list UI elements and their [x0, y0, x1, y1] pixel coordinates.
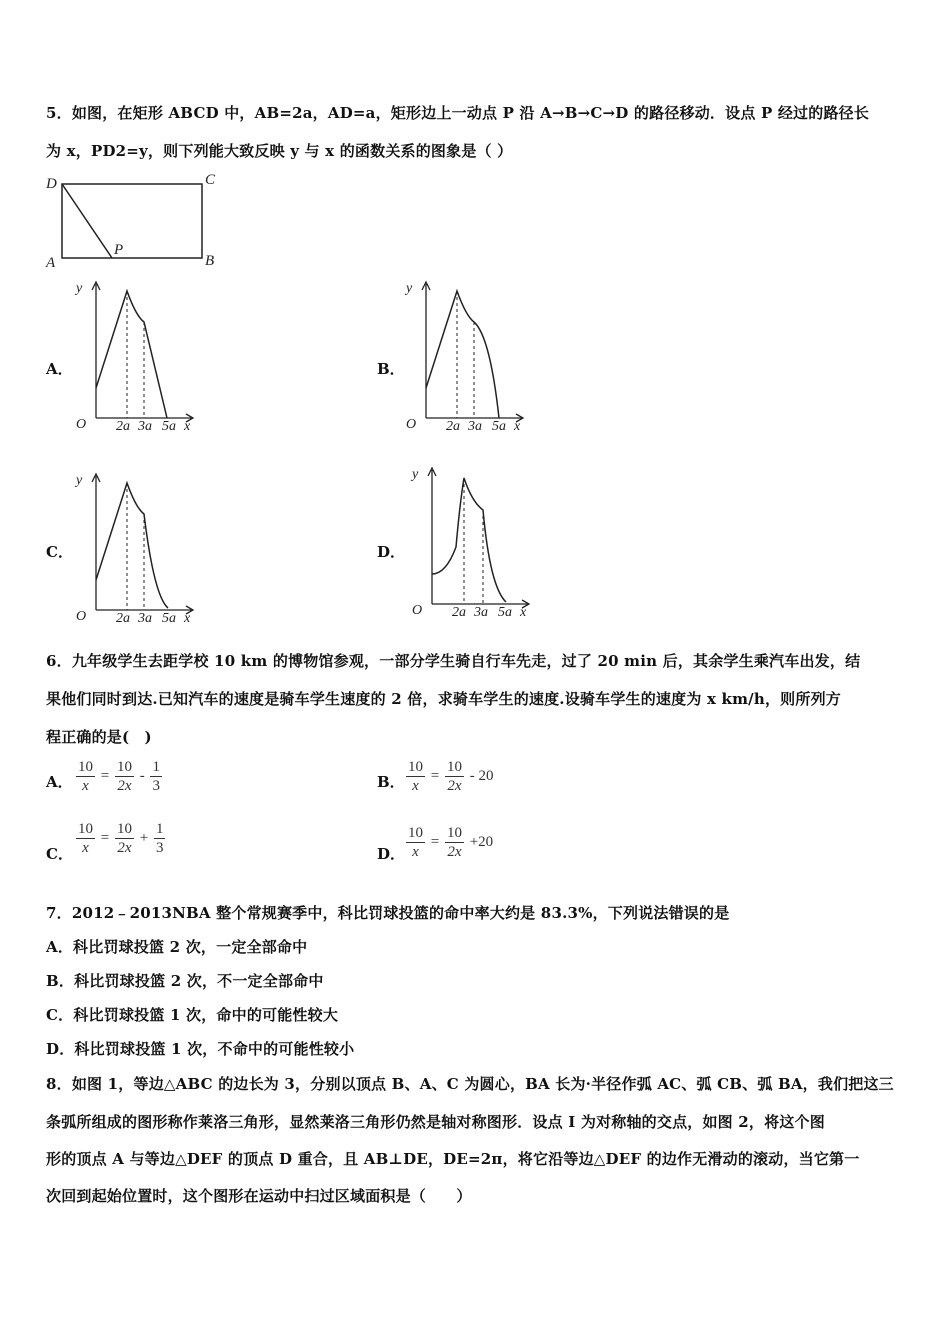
q6-c-op: + [139, 830, 149, 846]
q6-a-d2: 2x [117, 778, 132, 794]
graph-c-y: y [76, 473, 83, 488]
q6-option-b-equation [406, 758, 495, 795]
q6-stem-line2: 果他们同时到达.已知汽车的速度是骑车学生速度的 2 倍，求骑车学生的速度.设骑车学生的速度为 x km/h，则所列方 [46, 690, 841, 708]
q5-stem-line1: 5．如图，在矩形 ABCD 中，AB=2a，AD=a，矩形边上一动点 P 沿 A→B→C→D 的路径移动．设点 P 经过的路径长 [46, 104, 870, 122]
q6-d-d1: x [412, 844, 419, 860]
q7-option-a: A．科比罚球投篮 2 次，一定全部命中 [46, 938, 308, 956]
q5-graph-b [400, 276, 530, 436]
graph-c-x: x [184, 611, 191, 626]
rect-label-a: A [46, 255, 56, 271]
q6-c-d2: 2x [117, 840, 132, 856]
q6-a-n1: 10 [78, 759, 93, 775]
rect-label-p: P [114, 242, 124, 258]
q5-graph-d [406, 462, 536, 622]
q6-c-n1: 10 [78, 821, 93, 837]
graph-b-y: y [406, 281, 413, 296]
q6-stem-line1: 6．九年级学生去距学校 10 km 的博物馆参观，一部分学生骑自行车先走，过了 20 min 后，其余学生乘汽车出发，结 [46, 652, 861, 670]
graph-a-t3: 5a [162, 419, 176, 434]
q6-b-eq: = [430, 768, 440, 784]
q6-b-op: - 20 [469, 768, 494, 784]
q6-a-d3: 3 [152, 778, 160, 794]
graph-b-t2: 3a [468, 419, 482, 434]
q5-option-c-label: C． [46, 543, 73, 561]
graph-a-o: O [76, 417, 87, 432]
graph-c-t3: 5a [162, 611, 176, 626]
q6-b-n1: 10 [408, 759, 423, 775]
q5-graph-a [70, 276, 200, 436]
q6-option-d-equation [406, 824, 495, 861]
graph-c-t1: 2a [116, 611, 130, 626]
graph-d-o: O [412, 603, 423, 618]
graph-a-y: y [76, 281, 83, 296]
q6-stem-line3: 程正确的是( ) [46, 728, 152, 746]
q7-option-d: D．科比罚球投篮 1 次，不命中的可能性较小 [46, 1040, 355, 1058]
rect-label-c: C [205, 172, 216, 188]
q5-stem-line2: 为 x，PD2=y，则下列能大致反映 y 与 x 的函数关系的图象是（ ） [46, 142, 513, 160]
q8-stem-line3: 形的顶点 A 与等边△DEF 的顶点 D 重合，且 AB⊥DE，DE=2π，将它沿等边△DEF 的边作无滑动的滚动，当它第一 [46, 1150, 860, 1168]
q6-c-d3: 3 [155, 840, 164, 856]
graph-b-t1: 2a [446, 419, 460, 434]
graph-d-y: y [412, 467, 419, 482]
q8-stem-line2: 条弧所组成的图形称作莱洛三角形，显然莱洛三角形仍然是轴对称图形．设点 I 为对称轴的交点，如图 2，将这个图 [46, 1113, 825, 1131]
q5-option-d-label: D． [377, 543, 406, 561]
q6-d-op: +20 [469, 834, 494, 850]
q5-option-b-label: B． [377, 360, 405, 378]
q6-c-eq: = [100, 830, 110, 846]
q6-option-c-label: C． [46, 845, 73, 863]
q5-rectangle-figure [40, 170, 230, 272]
q6-d-d2: 2x [447, 844, 462, 860]
graph-d-x: x [520, 605, 527, 620]
graph-a-t1: 2a [116, 419, 130, 434]
graph-b-o: O [406, 417, 417, 432]
q5-graph-c [70, 468, 200, 628]
q6-a-eq: = [100, 768, 110, 784]
q6-c-d1: x [82, 840, 89, 856]
q8-stem-line1: 8．如图 1，等边△ABC 的边长为 3，分别以顶点 B、A、C 为圆心，BA 长为·半径作弧 AC、弧 CB、弧 BA，我们把这三 [46, 1075, 894, 1093]
q6-d-n1: 10 [408, 825, 423, 841]
q7-option-b: B．科比罚球投篮 2 次，不一定全部命中 [46, 972, 324, 990]
graph-b-x: x [514, 419, 521, 434]
q6-option-a-equation [76, 758, 162, 795]
q6-c-n3: 1 [155, 821, 164, 837]
graph-c-o: O [76, 609, 87, 624]
graph-d-t2: 3a [474, 605, 488, 620]
graph-a-x: x [184, 419, 191, 434]
q6-c-n2: 10 [116, 821, 132, 837]
graph-d-t1: 2a [452, 605, 466, 620]
graph-d-t3: 5a [498, 605, 512, 620]
rect-label-d: D [46, 176, 57, 192]
rect-label-b: B [205, 253, 215, 269]
q6-option-d-label: D． [377, 845, 406, 863]
q7-option-c: C．科比罚球投篮 1 次，命中的可能性较大 [46, 1006, 339, 1024]
q6-b-n2: 10 [446, 759, 462, 775]
q6-a-n2: 10 [116, 759, 132, 775]
q5-option-a-label: A． [46, 360, 73, 378]
q6-option-a-label: A． [46, 773, 73, 791]
q6-a-op: - [139, 768, 145, 784]
q6-a-d1: x [82, 778, 89, 794]
q8-stem-line4: 次回到起始位置时，这个图形在运动中扫过区域面积是（ ） [46, 1187, 472, 1205]
q6-b-d2: 2x [447, 778, 462, 794]
graph-a-t2: 3a [138, 419, 152, 434]
q6-option-c-equation [76, 820, 165, 857]
q6-a-n3: 1 [152, 759, 160, 775]
q6-option-b-label: B． [377, 773, 405, 791]
q6-d-n2: 10 [446, 825, 462, 841]
q6-d-eq: = [430, 834, 440, 850]
graph-c-t2: 3a [138, 611, 152, 626]
q7-stem: 7．2012﹣2013NBA 整个常规赛季中，科比罚球投篮的命中率大约是 83.3%，下列说法错误的是 [46, 904, 730, 922]
graph-b-t3: 5a [492, 419, 506, 434]
q6-b-d1: x [412, 778, 419, 794]
